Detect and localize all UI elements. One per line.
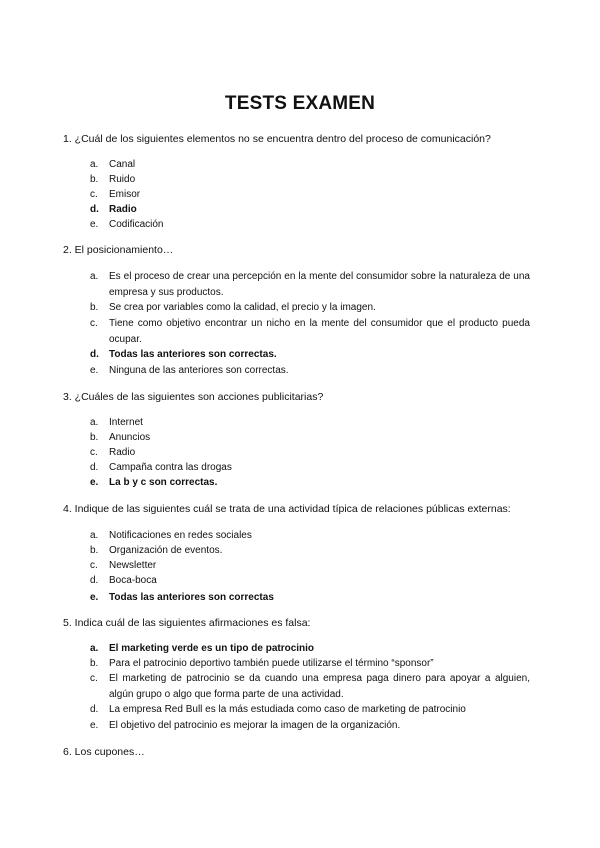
option-letter: c. xyxy=(90,189,98,200)
option-text: Canal xyxy=(109,159,136,170)
option-letter: a. xyxy=(90,271,99,282)
q5-option-a-correct xyxy=(90,641,530,657)
option-letter: d. xyxy=(90,349,99,360)
option-letter: a. xyxy=(90,530,99,541)
option-text: Se crea por variables como la calidad, el precio y la imagen. xyxy=(109,302,376,313)
q3-option-e-correct xyxy=(90,475,530,491)
option-text: Tiene como objetivo encontrar un nicho en la mente del consumidor que el producto pueda ocupar. xyxy=(109,318,530,345)
question-3: 3. ¿Cuáles de las siguientes son acciones publicitarias? xyxy=(63,391,324,403)
q2-option-e xyxy=(90,363,530,379)
option-text: Es el proceso de crear una percepción en la mente del consumidor sobre la naturaleza de una empresa y sus productos. xyxy=(109,271,530,298)
option-letter: a. xyxy=(90,159,99,170)
option-letter: c. xyxy=(90,673,98,684)
option-text: Radio xyxy=(109,204,137,215)
option-letter: d. xyxy=(90,704,99,715)
question-4: 4. Indique de las siguientes cuál se trata de una actividad típica de relaciones públicas externas: xyxy=(63,503,511,515)
q5-option-c xyxy=(90,671,530,702)
q4-option-a xyxy=(90,528,530,544)
q2-option-b xyxy=(90,300,530,316)
option-text: Boca-boca xyxy=(109,575,157,586)
option-text: El objetivo del patrocinio es mejorar la imagen de la organización. xyxy=(109,720,401,731)
option-text: Newsletter xyxy=(109,560,157,571)
option-letter: d. xyxy=(90,575,99,586)
option-letter: a. xyxy=(90,417,99,428)
q2-option-d-correct xyxy=(90,347,530,363)
q5-option-e xyxy=(90,718,530,734)
question-5: 5. Indica cuál de las siguientes afirmaciones es falsa: xyxy=(63,617,311,629)
option-text: El marketing verde es un tipo de patrocinio xyxy=(109,643,315,654)
option-text: Todas las anteriores son correctas xyxy=(109,592,274,603)
q4-option-b xyxy=(90,543,530,559)
q1-option-b xyxy=(90,172,530,188)
option-text: La empresa Red Bull es la más estudiada como caso de marketing de patrocinio xyxy=(109,704,466,715)
page-title: TESTS EXAMEN xyxy=(224,93,376,114)
option-text: Organización de eventos. xyxy=(109,545,223,556)
option-text: El marketing de patrocinio se da cuando una empresa paga dinero para apoyar a alguien, algún grupo o algo que forma parte de una actividad. xyxy=(109,673,530,700)
q1-option-c xyxy=(90,187,530,203)
option-text: Notificaciones en redes sociales xyxy=(109,530,252,541)
q3-option-b xyxy=(90,430,530,446)
q1-option-e xyxy=(90,217,530,233)
question-2: 2. El posicionamiento… xyxy=(63,244,174,256)
option-text: Internet xyxy=(109,417,143,428)
option-letter: c. xyxy=(90,318,98,329)
option-letter: c. xyxy=(90,447,98,458)
q4-option-e-correct xyxy=(90,590,530,606)
option-letter: b. xyxy=(90,545,99,556)
q2-option-c xyxy=(90,316,530,347)
option-letter: b. xyxy=(90,658,99,669)
option-letter: b. xyxy=(90,432,99,443)
option-letter: e. xyxy=(90,477,99,488)
option-letter: c. xyxy=(90,560,98,571)
option-letter: e. xyxy=(90,219,99,230)
q4-option-d xyxy=(90,573,530,589)
option-letter: d. xyxy=(90,204,99,215)
option-letter: e. xyxy=(90,592,99,603)
option-text: Ninguna de las anteriores son correctas. xyxy=(109,365,289,376)
q2-option-a xyxy=(90,269,530,300)
option-text: La b y c son correctas. xyxy=(109,477,218,488)
option-text: Radio xyxy=(109,447,136,458)
question-6: 6. Los cupones… xyxy=(63,746,145,758)
option-text: Codificación xyxy=(109,219,164,230)
q4-option-c xyxy=(90,558,530,574)
option-letter: e. xyxy=(90,720,99,731)
option-text: Para el patrocinio deportivo también puede utilizarse el término “sponsor” xyxy=(109,658,434,669)
question-1: 1. ¿Cuál de los siguientes elementos no se encuentra dentro del proceso de comunicación? xyxy=(63,133,491,145)
option-letter: d. xyxy=(90,462,99,473)
q1-option-d-correct xyxy=(90,202,530,218)
option-letter: b. xyxy=(90,302,99,313)
q3-option-c xyxy=(90,445,530,461)
option-letter: a. xyxy=(90,643,99,654)
option-text: Campaña contra las drogas xyxy=(109,462,232,473)
q1-option-a xyxy=(90,157,530,173)
option-text: Ruido xyxy=(109,174,136,185)
q3-option-a xyxy=(90,415,530,431)
option-text: Emisor xyxy=(109,189,141,200)
q5-option-d xyxy=(90,702,530,718)
option-text: Todas las anteriores son correctas. xyxy=(109,349,277,360)
option-letter: b. xyxy=(90,174,99,185)
option-text: Anuncios xyxy=(109,432,151,443)
q5-option-b xyxy=(90,656,530,672)
q3-option-d xyxy=(90,460,530,476)
option-letter: e. xyxy=(90,365,99,376)
